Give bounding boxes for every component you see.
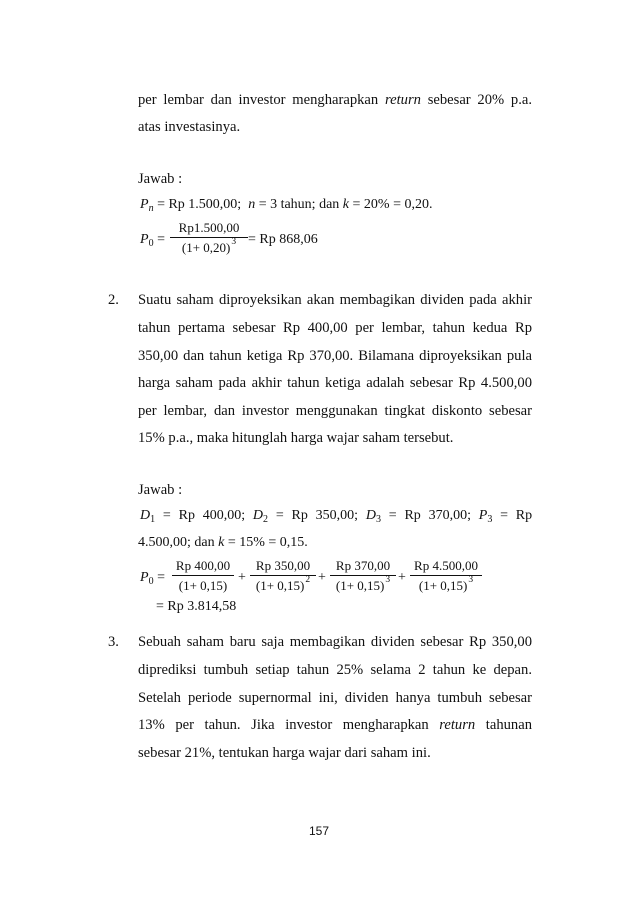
question-2-line: per lembar, dan investor menggunakan tingkat diskonto sebesar [138,403,532,419]
answer-2-given: $D_1 = Rp$ 400,00; $D_2 = Rp$ 350,00; $D_3 = Rp$ 370,00; $P_3 = Rp$ [140,508,533,525]
question-3-line: Setelah periode supernormal ini, dividen hanya tumbuh sebesar [138,690,532,706]
answer-2-given-cont: 4.500,00; dan k = 15% = 0,15. [138,535,308,550]
answer-2-p0: $P_0$ = [140,570,165,587]
question-3-line: Sebuah saham baru saja membagikan dividen sebesar Rp 350,00 [138,634,532,650]
answer-1-p0: $P_0$ = [140,232,165,249]
plus-sign: + [318,570,326,585]
question-3-line: sebesar 21%, tentukan harga wajar dari saham ini. [138,745,431,761]
question-3-line: diprediksi tumbuh setiap tahun 25% selama 2 tahun ke depan. [138,662,532,678]
answer-1-result: = Rp 868,06 [248,232,318,247]
intro-line-1: per lembar dan investor mengharapkan return sebesar 20% p.a. [138,92,533,108]
answer-1-given: $P_n = Rp$ 1.500,00; n = 3 tahun; dan k = 20% = 0,20. [140,197,433,214]
answer-2-label: Jawab : [138,482,183,498]
answer-2-fraction: Rp 4.500,00 $(1+ 0,15)^3$ [410,558,482,596]
plus-sign: + [398,570,406,585]
answer-2-fraction: Rp 350,00 $(1+ 0,15)^2$ [250,558,316,596]
question-2-line: 350,00 dan tahun ketiga Rp 370,00. Bilamana diproyeksikan pula [138,348,532,364]
plus-sign: + [238,570,246,585]
question-2-line: harga saham pada akhir tahun ketiga adalah sebesar Rp 4.500,00 [138,375,532,391]
question-2-number: 2. [108,292,119,308]
question-3-line: 13% per tahun. Jika investor mengharapkan return tahunan [138,717,532,733]
answer-2-fraction: Rp 370,00 $(1+ 0,15)^3$ [330,558,396,596]
intro-line-2: atas investasinya. [138,119,241,135]
answer-1-fraction: Rp1.500,00 $(1+ 0,20)^3$ [170,220,248,258]
question-2-line: Suatu saham diproyeksikan akan membagikan dividen pada akhir [138,292,532,308]
answer-1-label: Jawab : [138,171,183,187]
answer-2-result: = Rp 3.814,58 [156,599,237,614]
answer-2-fraction: Rp 400,00 (1+ 0,15) [172,558,234,594]
question-2-line: tahun pertama sebesar Rp 400,00 per lembar, tahun kedua Rp [138,320,532,336]
question-3-number: 3. [108,634,119,650]
page-number: 157 [308,824,330,838]
question-2-line: 15% p.a., maka hitunglah harga wajar saham tersebut. [138,430,454,446]
